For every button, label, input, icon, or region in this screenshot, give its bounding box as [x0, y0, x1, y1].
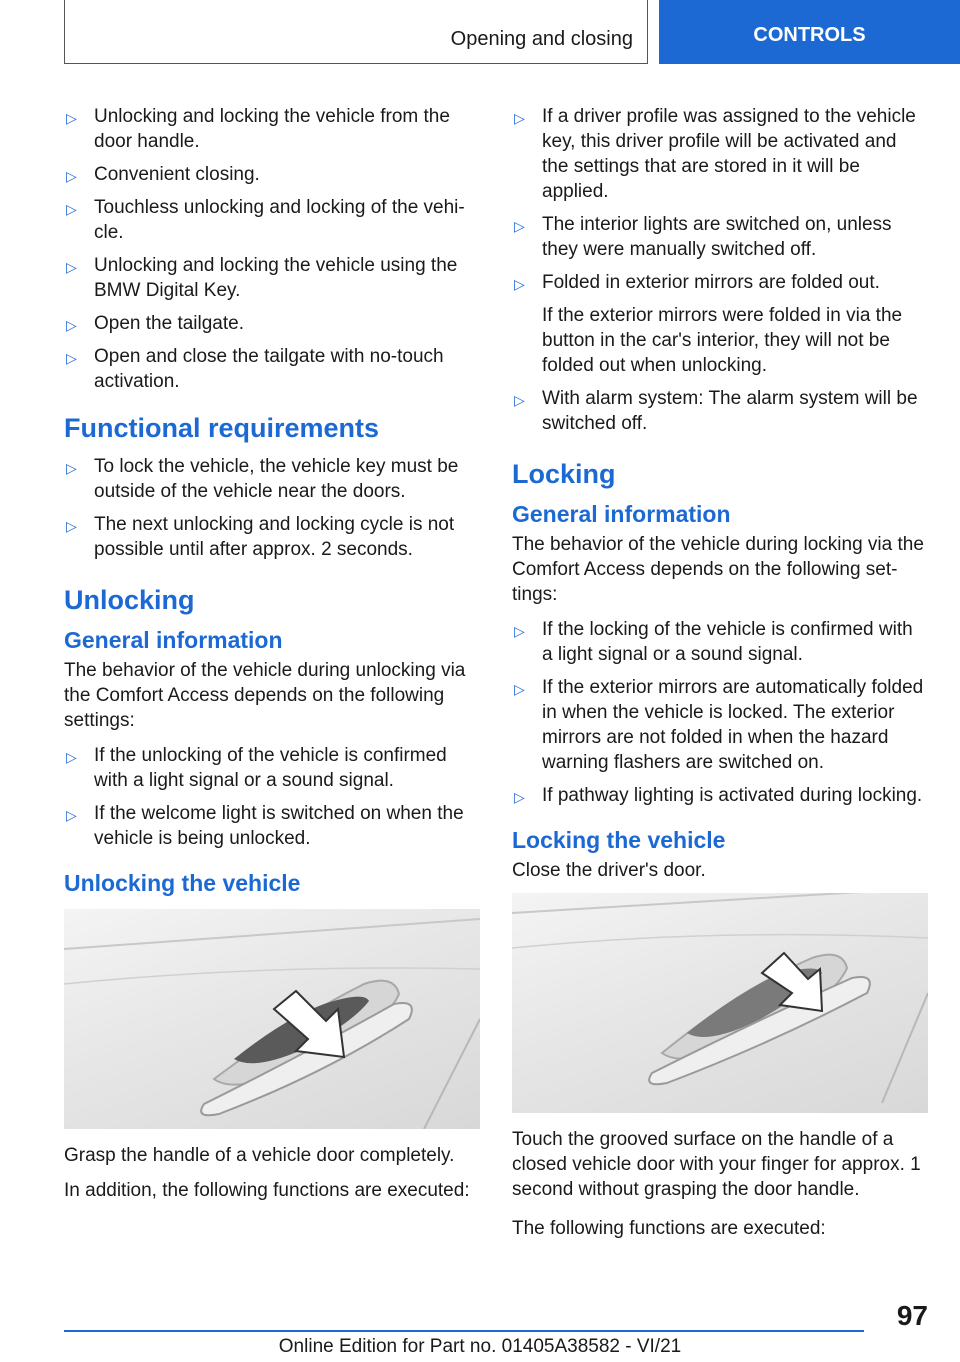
- mirror-note: If the exterior mirrors were folded in via the button in the car's interior, they will not be folded out when unlocking.: [542, 305, 903, 376]
- list-item: ▷ If the unlocking of the vehicle is confirmed with a light signal or a sound signal.: [66, 745, 447, 791]
- triangle-bullet-icon: ▷: [66, 168, 77, 184]
- unlocking-vehicle-heading: Unlocking the vehicle: [64, 870, 301, 896]
- triangle-bullet-icon: ▷: [514, 623, 525, 639]
- list-item: ▷ Unlocking and locking the vehicle from the door handle.: [66, 106, 450, 152]
- triangle-bullet-icon: ▷: [66, 518, 77, 534]
- triangle-bullet-icon: ▷: [66, 749, 77, 765]
- triangle-bullet-icon: ▷: [66, 201, 77, 217]
- list-item: ▷ Open and close the tailgate with no-touch activation.: [66, 346, 444, 392]
- door-handle-illustration: [64, 909, 480, 1129]
- triangle-bullet-icon: ▷: [514, 276, 525, 292]
- unlock-functions-list: [512, 104, 928, 436]
- list-item: ▷ The interior lights are switched on, unless they were manually switched off.: [514, 214, 892, 260]
- grasp-handle-text: Grasp the handle of a vehicle door completely.: [64, 1145, 455, 1166]
- list-item: ▷ If pathway lighting is activated during locking.: [512, 783, 928, 808]
- page-number: 97: [896, 1300, 928, 1331]
- door-handle-lock-illustration: [512, 893, 928, 1113]
- list-item: ▷ With alarm system: The alarm system will be switched off.: [514, 388, 918, 434]
- list-item: ▷ To lock the vehicle, the vehicle key must be outside of the vehicle near the doors.: [66, 456, 459, 502]
- general-information-text: The behavior of the vehicle during unlocking via the Comfort Access depends on the following settings:: [64, 660, 466, 731]
- locking-vehicle-heading: Locking the vehicle: [512, 827, 726, 853]
- list-item: ▷ If a driver profile was assigned to the vehicle key, this driver profile will be activated and the settings that are stored in it will be applied.: [514, 106, 916, 202]
- triangle-bullet-icon: ▷: [66, 350, 77, 366]
- door-handle-lock-image: [512, 893, 928, 1113]
- unlocking-heading: Unlocking: [64, 585, 195, 615]
- left-column: [64, 104, 480, 1213]
- door-handle-unlock-image: [64, 909, 480, 1129]
- list-item: ▷ Open the tailgate.: [64, 311, 480, 336]
- triangle-bullet-icon: ▷: [514, 789, 525, 805]
- list-item: ▷ If the welcome light is switched on when the vehicle is being unlocked.: [66, 803, 464, 849]
- triangle-bullet-icon: ▷: [66, 317, 77, 333]
- triangle-bullet-icon: ▷: [66, 110, 77, 126]
- triangle-bullet-icon: ▷: [514, 218, 525, 234]
- list-item: ▷ Unlocking and locking the vehicle using the BMW Digital Key.: [66, 255, 458, 301]
- triangle-bullet-icon: ▷: [514, 681, 525, 697]
- list-item: ▷ Touchless unlocking and locking of the vehi‐cle.: [66, 197, 465, 243]
- intro-bullet-list: [64, 104, 480, 394]
- unlock-settings-list: [64, 743, 480, 851]
- section-title: Opening and closing: [450, 28, 633, 50]
- general-information-heading: General information: [64, 627, 283, 653]
- locking-heading: Locking: [512, 459, 616, 489]
- following-functions-text: The following functions are executed:: [512, 1218, 826, 1239]
- footer-divider: [64, 1330, 864, 1332]
- list-item: ▷ The next unlocking and locking cycle is not possible until after approx. 2 seconds.: [66, 514, 455, 560]
- list-item: ▷ Folded in exterior mirrors are folded out. If the exterior mirrors were folded in via the button in the car's interior, they will not be folded out when unlocking.: [512, 270, 928, 378]
- list-item: ▷ Convenient closing.: [64, 162, 480, 187]
- triangle-bullet-icon: ▷: [66, 259, 77, 275]
- touch-grooved-surface-text: Touch the grooved surface on the handle of a closed vehicle door with your finger for approx. 1 second without grasping the door handle.: [512, 1129, 921, 1200]
- list-item: ▷ If the locking of the vehicle is confirmed with a light signal or a sound signal.: [514, 619, 913, 665]
- functional-bullet-list: [64, 454, 480, 562]
- locking-general-information-heading: General information: [512, 501, 731, 527]
- right-column: [512, 104, 928, 1251]
- triangle-bullet-icon: ▷: [514, 110, 525, 126]
- list-item: ▷ If the exterior mirrors are automatically folded in when the vehicle is locked. The exterior mirrors are not folded in when the hazard warning flashers are switched on.: [514, 677, 924, 773]
- functional-requirements-heading: Functional requirements: [64, 413, 380, 443]
- lock-settings-list: [512, 617, 928, 808]
- additional-functions-text: In addition, the following functions are executed:: [64, 1180, 470, 1201]
- triangle-bullet-icon: ▷: [66, 460, 77, 476]
- triangle-bullet-icon: ▷: [514, 392, 525, 408]
- footer-edition: Online Edition for Part no. 01405A38582 - VI/21: [278, 1336, 682, 1357]
- header-box: [64, 0, 648, 64]
- chapter-tab[interactable]: CONTROLS: [659, 0, 960, 64]
- triangle-bullet-icon: ▷: [66, 807, 77, 823]
- close-door-text: Close the driver's door.: [512, 860, 706, 881]
- locking-general-text: The behavior of the vehicle during locking via the Comfort Access depends on the following set‐tings:: [512, 534, 924, 605]
